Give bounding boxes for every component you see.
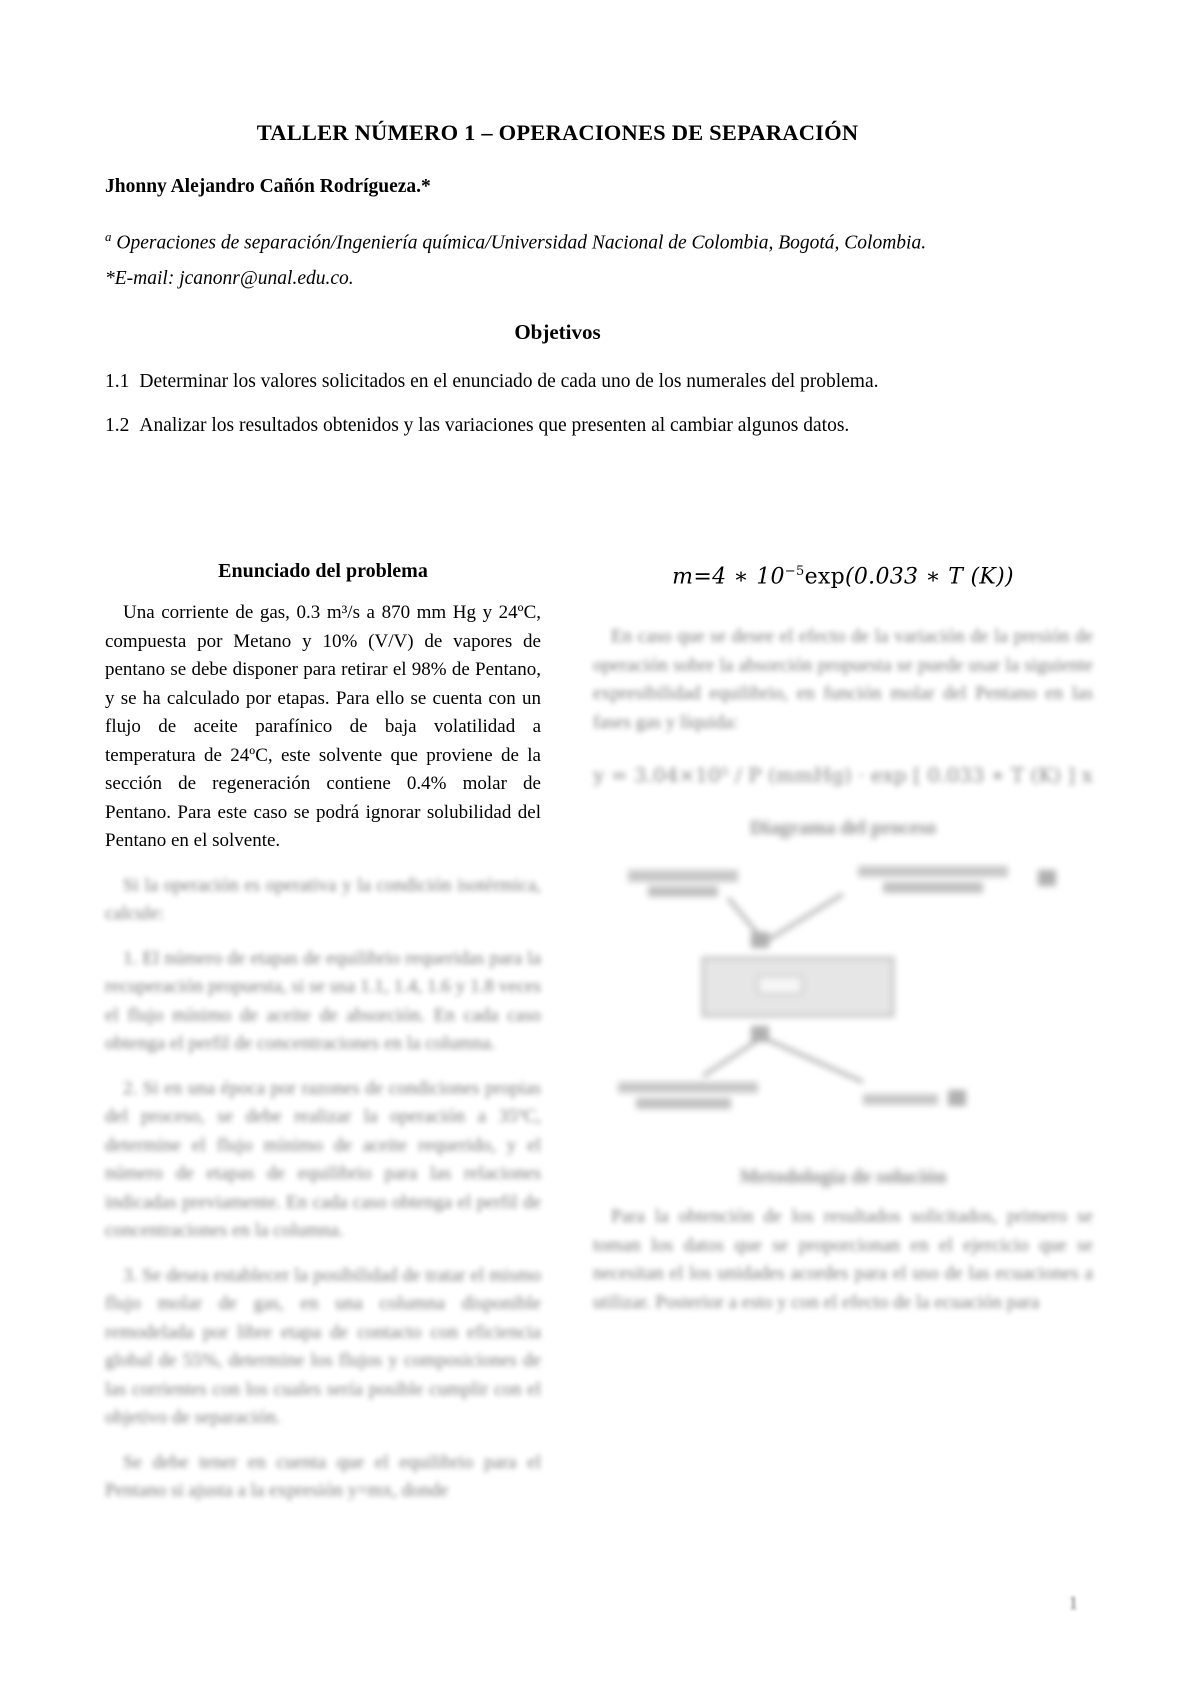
diagram-column-label [758, 976, 802, 994]
diagram-label-top-right [858, 866, 1008, 877]
formula-exponent: −5 [784, 564, 805, 579]
page-bottom-fade [0, 1643, 1190, 1683]
formula-equals: = [693, 564, 713, 590]
diagram-label-top-right-2 [883, 882, 983, 893]
author-line [105, 176, 1010, 198]
right-column [593, 560, 1093, 1522]
problem-paragraph-6: Se debe tener en cuenta que el equilibrio para el Pentano si ajusta a la expresión y=mx, donde [105, 1451, 541, 1501]
right-paragraph-1: En caso que se desee el efecto de la variación de la presión de operación sobre la absorción propuesta se puede usar la siguiente expresibilidad equilibrio, en función molar del Pentano en las fases gas y líquida: [593, 626, 1093, 733]
affiliation-superscript: a [105, 229, 112, 244]
document-header-block [105, 120, 1010, 459]
diagram-label-bottom-right [863, 1094, 938, 1105]
formula-exp-function: exp [804, 564, 845, 590]
problem-statement-heading: Enunciado del problema [218, 560, 428, 582]
left-column [105, 560, 541, 1522]
diagram-label-bottom-left-2 [636, 1098, 731, 1109]
problem-paragraph-1: Una corriente de gas, 0.3 m³/s a 870 mm Hg y 24ºC, compuesta por Metano y 10% (V/V) de vapores de pentano se debe disponer para retirar el 98% de Pentano, y se ha calculado por etapas. Para ello se cuenta con un flujo de aceite parafínico de baja volatilidad a temperatura de 24ºC, este solvente que proviene de la sección de regeneración contiene 0.4% molar de Pentano. Para este caso se podrá ignorar solubilidad del Pentano en el solvente. [105, 602, 541, 851]
affiliation-line [105, 226, 1010, 260]
methodology-heading: Metodología de solución [739, 1166, 947, 1189]
objectives-heading: Objetivos [514, 319, 601, 344]
page-number: 1 [1068, 1593, 1078, 1614]
author-name: Jhonny Alejandro Cañón Rodrígueza.* [105, 176, 431, 197]
affiliation-text: Operaciones de separación/Ingeniería química/Universidad Nacional de Colombia, Bogotá, Colombia. [116, 232, 927, 254]
problem-paragraph-3: 1. El número de etapas de equilibrio requeridas para la recuperación propuesta, si se usa 1.1, 1.4, 1.6 y 1.8 veces el flujo mínimo de aceite de absorción. En cada caso obtenga el perfil de concentraciones en la columna. [105, 947, 541, 1054]
diagram-line-3 [703, 1040, 758, 1076]
diagram-label-bottom-left [618, 1082, 758, 1093]
formula-lhs: m [672, 564, 694, 590]
objective-item [105, 371, 1010, 393]
formula-coefficient: 4 ∗ 10 [712, 564, 785, 590]
pressure-formula: y = 3.04×10⁵ / P (mmHg) · exp [ 0.033 ∗ T (K) ] x [593, 763, 1093, 788]
diagram-node-lower [751, 1026, 769, 1042]
right-paragraph-2: Para la obtención de los resultados solicitados, primero se toman los datos que se proporcionan en el ejercicio que se necesitan el los unidades acordes para el uso de las ecuaciones a utilizar. Posterior a esto y con el efecto de la ecuación para [593, 1206, 1093, 1313]
diagram-line-4 [768, 1040, 863, 1082]
formula-argument: (0.033 ∗ T (K)) [844, 564, 1014, 590]
objective-number: 1.1 [105, 370, 130, 392]
diagram-node-bottom-right [948, 1090, 966, 1106]
problem-paragraph-2: Si la operación es operativa y la condición isotérmica, calcule: [105, 874, 541, 924]
equilibrium-formula [593, 564, 1093, 589]
diagram-label-top-left [628, 870, 738, 882]
diagram-node-top-right [1038, 870, 1056, 886]
process-diagram [608, 854, 1078, 1144]
diagram-line-2 [768, 894, 843, 940]
process-diagram-svg [608, 854, 1078, 1144]
objective-text: Analizar los resultados obtenidos y las variaciones que presenten al cambiar algunos datos. [139, 414, 850, 436]
two-column-body [105, 560, 1115, 1522]
diagram-label-top-left-2 [648, 886, 718, 897]
email-line: *E-mail: jcanonr@unal.edu.co. [105, 267, 354, 289]
problem-paragraph-5: 3. Se desea establecer la posibilidad de tratar el mismo flujo molar de gas, en una columna disponible remodelada por libre etapa de contacto con eficiencia global de 55%, determine los flujos y composiciones de las corrientes con los cuales sería posible cumplir con el objetivo de separación. [105, 1264, 541, 1428]
objective-text: Determinar los valores solicitados en el enunciado de cada uno de los numerales del problema. [139, 370, 879, 392]
objective-item [105, 415, 1010, 437]
objective-number: 1.2 [105, 414, 130, 436]
problem-paragraph-4: 2. Si en una época por razones de condiciones propias del proceso, se debe realizar la operación a 35ºC, determine el flujo mínimo de aceite requerido, y el número de etapas de equilibrio para las relaciones indicadas previamente. En cada caso obtenga el perfil de concentraciones en la columna. [105, 1077, 541, 1241]
diagram-node-upper [751, 932, 769, 948]
process-diagram-heading: Diagrama del proceso [749, 817, 937, 840]
page-title: TALLER NÚMERO 1 – OPERACIONES DE SEPARACIÓN [256, 120, 859, 145]
